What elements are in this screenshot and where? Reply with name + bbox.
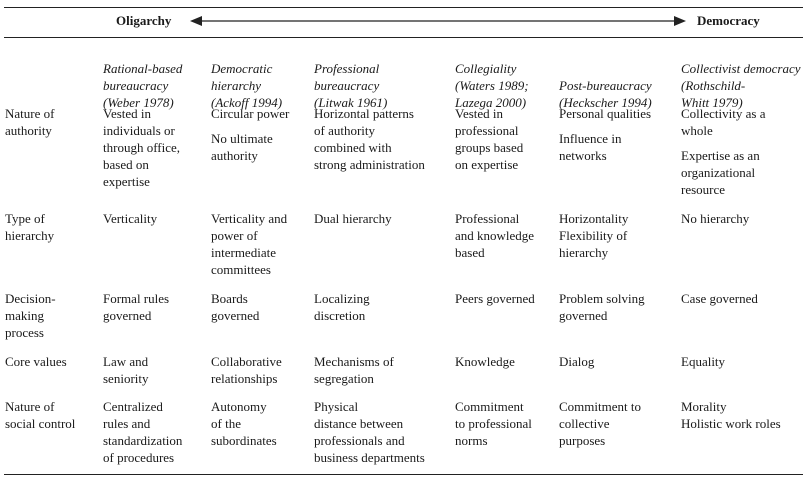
column-name: Rational-based bureaucracy xyxy=(103,61,183,93)
table-cell xyxy=(455,398,555,449)
cell-text: Horizontal patterns of authority combined with strong administration xyxy=(314,106,425,172)
cell-text: Morality Holistic work roles xyxy=(681,399,781,431)
cell-text: Vested in professional groups based on expertise xyxy=(455,106,524,172)
table-cell xyxy=(559,210,675,261)
cell-text: Boards governed xyxy=(211,291,260,323)
table-cell xyxy=(681,398,803,432)
table-cell xyxy=(681,210,803,227)
cell-text: Verticality xyxy=(103,211,158,226)
table-cell xyxy=(559,290,675,324)
column-name: Collectivist democracy xyxy=(681,61,801,76)
column-citation: (Heckscher 1994) xyxy=(559,95,652,110)
spectrum-left-label: Oligarchy xyxy=(116,13,172,28)
table-cell xyxy=(314,290,446,324)
column-name: Democratic hierarchy xyxy=(211,61,273,93)
row-label-core-values: Core values xyxy=(5,354,67,369)
column-name: Professional bureaucracy xyxy=(314,61,380,93)
cell-text: Expertise as an organizational resource xyxy=(681,148,760,197)
column-citation: (Weber 1978) xyxy=(103,95,174,110)
table-cell xyxy=(314,398,446,466)
column-citation: (Ackoff 1994) xyxy=(211,95,283,110)
cell-text: Circular power xyxy=(211,106,290,121)
cell-text: Commitment to collective purposes xyxy=(559,399,641,448)
cell-text: Autonomy of the subordinates xyxy=(211,399,277,448)
table-cell xyxy=(455,210,555,261)
table-cell xyxy=(681,353,803,370)
row-label-decision-making-process: Decision- making process xyxy=(5,291,56,340)
table-cell xyxy=(211,398,309,449)
column-citation: (Waters 1989; Lazega 2000) xyxy=(455,78,529,110)
top-rule xyxy=(4,7,803,8)
cell-text: Dialog xyxy=(559,354,595,369)
cell-text: Professional and knowledge based xyxy=(455,211,535,260)
column-name: Collegiality xyxy=(455,61,517,76)
cell-text: Case governed xyxy=(681,291,758,306)
cell-text: Horizontality Flexibility of hierarchy xyxy=(559,211,629,260)
column-name: Post-bureaucracy xyxy=(559,78,652,93)
table-cell xyxy=(211,290,309,324)
cell-text: Peers governed xyxy=(455,291,535,306)
bottom-rule xyxy=(4,474,803,475)
cell-text: Formal rules governed xyxy=(103,291,170,323)
table-cell xyxy=(314,105,446,173)
row-label-type-of-hierarchy: Type of hierarchy xyxy=(5,211,55,243)
row-label-nature-of-social-control: Nature of social control xyxy=(5,399,76,431)
cell-text: Centralized rules and standardization of procedures xyxy=(103,399,183,465)
table-cell xyxy=(211,105,309,164)
cell-text: Personal qualities xyxy=(559,106,652,121)
table-cell xyxy=(314,353,446,387)
table-cell xyxy=(455,290,555,307)
table-cell xyxy=(103,105,203,190)
cell-text: Influence in networks xyxy=(559,131,622,163)
table-cell xyxy=(211,210,309,278)
table-cell xyxy=(103,398,203,466)
cell-text: Knowledge xyxy=(455,354,515,369)
cell-text: Problem solving governed xyxy=(559,291,645,323)
table-cell xyxy=(681,290,803,307)
table-cell xyxy=(559,353,675,370)
cell-text: Verticality and power of intermediate committees xyxy=(211,211,288,277)
cell-text: Equality xyxy=(681,354,726,369)
table-cell xyxy=(559,105,675,164)
cell-text: Commitment to professional norms xyxy=(455,399,532,448)
cell-text: Dual hierarchy xyxy=(314,211,392,226)
spectrum-arrow-icon xyxy=(190,14,686,28)
cell-text: Collaborative relationships xyxy=(211,354,282,386)
column-citation: (Litwak 1961) xyxy=(314,95,388,110)
table-cell xyxy=(681,105,803,198)
table-cell xyxy=(211,353,309,387)
header-rule xyxy=(4,37,803,38)
table-cell xyxy=(103,210,203,227)
row-label-nature-of-authority: Nature of authority xyxy=(5,106,55,138)
cell-text: Physical distance between professionals and business departments xyxy=(314,399,425,465)
cell-text: No hierarchy xyxy=(681,211,750,226)
column-citation: (Rothschild- Whitt 1979) xyxy=(681,78,746,110)
spectrum-right-label: Democracy xyxy=(697,13,760,28)
cell-text: Vested in individuals or through office, based on expertise xyxy=(103,106,181,189)
cell-text: Collectivity as a whole xyxy=(681,106,766,138)
cell-text: Mechanisms of segregation xyxy=(314,354,394,386)
cell-text: Localizing discretion xyxy=(314,291,370,323)
table-cell xyxy=(103,353,203,387)
table-cell xyxy=(559,398,675,449)
table-cell xyxy=(103,290,203,324)
table-cell xyxy=(455,105,555,173)
cell-text: Law and seniority xyxy=(103,354,149,386)
table-cell xyxy=(455,353,555,370)
table-cell xyxy=(314,210,446,227)
cell-text: No ultimate authority xyxy=(211,131,273,163)
